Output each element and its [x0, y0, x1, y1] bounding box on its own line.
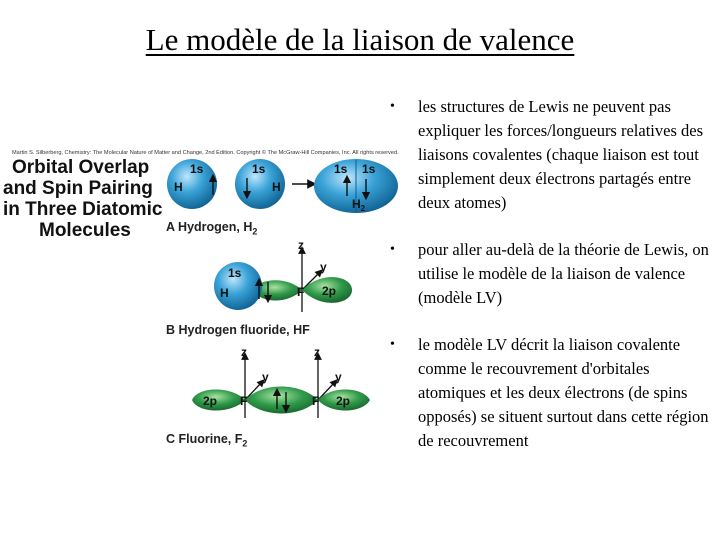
molecule-label-h: H [352, 197, 361, 211]
axis-label-z: z [298, 238, 304, 252]
bullet-text: pour aller au-delà de la théorie de Lewis, on utilise le modèle de la liaison de valence (modèle LV) [418, 240, 709, 307]
heading-line: Molecules [39, 220, 131, 241]
orbital-label-1s-left: 1s [190, 162, 204, 176]
atom-label-f: F [297, 285, 305, 299]
panel-c-label-text: C Fluorine, F [166, 432, 243, 446]
panel-a-diagram [167, 159, 398, 213]
atom-label-h-left: H [174, 180, 183, 194]
panel-b-label: B Hydrogen fluoride, HF [166, 323, 310, 337]
orbital-label-1s-a: 1s [334, 162, 348, 176]
panel-a-label-sub: 2 [252, 226, 258, 237]
bullet-icon: • [390, 242, 395, 257]
orbital-label-1s: 1s [228, 266, 242, 280]
panel-a-label-text: A Hydrogen, H [166, 220, 253, 234]
bullet-text: le modèle LV décrit la liaison covalente comme le recouvrement d'orbitales atomiques et les deux électrons (de spins opposés) se situent surtout dans cette région de recouvrement [418, 335, 709, 450]
axis-label-y-left: y [262, 370, 269, 384]
f-2p-outer-lobe-left [192, 390, 248, 411]
axis-label-y: y [320, 260, 327, 274]
bullet-text: les structures de Lewis ne peuvent pas expliquer les forces/longueurs relatives des liaisons covalentes (chaque liaison est tout simplement deux électrons partagés entre deux atomes) [418, 97, 703, 212]
panel-b-diagram [214, 238, 352, 312]
orbital-label-2p-right: 2p [336, 394, 351, 408]
atom-label-h: H [220, 286, 229, 300]
orbital-label-1s-b: 1s [362, 162, 376, 176]
axis-label-z-right: z [314, 345, 320, 359]
panel-c-label-sub: 2 [242, 438, 248, 449]
f2-overlap-lobe [245, 387, 318, 414]
molecule-label-sub: 2 [360, 204, 366, 213]
bullet-icon: • [390, 99, 395, 114]
atom-label-f-right: F [312, 394, 320, 408]
heading-line: and Spin Pairing [3, 178, 153, 199]
slide-title: Le modèle de la liaison de valence [145, 22, 575, 57]
axis-label-y-right: y [335, 370, 342, 384]
atom-label-h-right: H [272, 180, 281, 194]
orbital-label-2p: 2p [322, 284, 337, 298]
axis-label-z-left: z [241, 345, 247, 359]
bullet-icon: • [390, 337, 395, 352]
heading-line: in Three Diatomic [3, 199, 163, 220]
atom-label-f-left: F [240, 394, 248, 408]
orbital-label-1s-right: 1s [252, 162, 266, 176]
figure-credit: Martin S. Silberberg, Chemistry: The Molecular Nature of Matter and Change, 2nd Edition. Copyright © The McGraw-Hill Companies, Inc. All rights reserved. [12, 150, 399, 156]
orbital-label-2p-left: 2p [203, 394, 218, 408]
panel-c-diagram [192, 345, 370, 418]
heading-line: Orbital Overlap [12, 157, 150, 178]
